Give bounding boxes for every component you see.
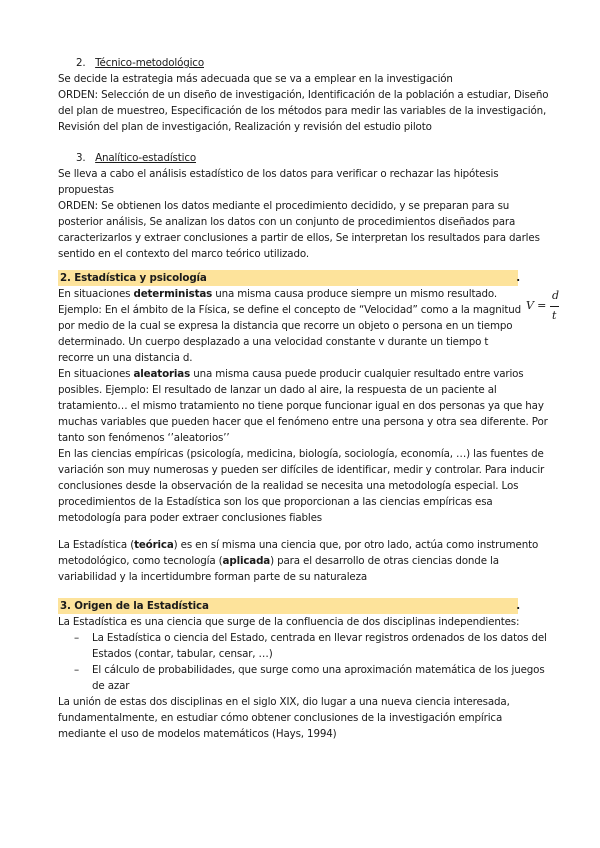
formula-numerator: d xyxy=(552,289,559,302)
formula-denominator: t xyxy=(552,309,557,322)
velocity-formula xyxy=(526,288,566,324)
text-run: una misma causa puede producir cualquier resultado entre varios posibles. Ejemplo: El resultado de lanzar un dado al aire, la respuesta de un paciente al tratamiento… el mismo tratamiento no tiene porque funcionar igual en dos personas ya que hay muchas variables que pueden hacer que el fenómeno entre una persona y otra sea diferente. Por tanto son fenómenos ‘’aleatorios’’ xyxy=(58,368,548,444)
paragraph: En las ciencias empíricas (psicología, medicina, biología, sociología, economía, …) las fuentes de variación son muy numerosas y pueden ser difíciles de identificar, medir y controlar. Para inducir conclusiones desde la observación de la realidad se necesita una metodología especial. Los procedimientos de la Estadística son los que proporcionan a las ciencias empíricas esa metodología para poder extraer conclusiones fiables xyxy=(58,448,545,524)
formula-lhs: V = xyxy=(526,299,547,312)
subsection-heading xyxy=(58,150,550,166)
list-item xyxy=(58,630,550,662)
bold-term: deterministas xyxy=(133,288,213,300)
text-run: ) es en sí misma una ciencia que, por otro lado, actúa como instrumento metodológico, como tecnología ( xyxy=(58,539,539,567)
text-run: ) para el desarrollo de otras ciencias donde la variabilidad y la incertidumbre forman parte de su naturaleza xyxy=(58,555,499,583)
bullet-list xyxy=(58,630,550,694)
subsection-title: Analítico-estadístico xyxy=(95,152,197,164)
list-item xyxy=(58,662,550,694)
bold-term: aleatorias xyxy=(133,368,191,380)
heading-dot: . xyxy=(516,600,520,612)
paragraph: Se lleva a cabo el análisis estadístico de los datos para verificar o rechazar las hipótesis propuestas xyxy=(58,168,499,196)
paragraph: ORDEN: Se obtienen los datos mediante el procedimiento decidido, y se preparan para su posterior análisis, Se analizan los datos con un conjunto de procedimientos diseñados para caracterizarlos y extraer conclusiones a partir de ellos, Se interpretan los resultados para darles sentido en el contexto del marco teórico utilizado. xyxy=(58,200,540,260)
section-tecnico-metodologico xyxy=(58,55,550,135)
paragraph: Se decide la estrategia más adecuada que se va a emplear en la investigación xyxy=(58,73,453,85)
text-run: una misma causa produce siempre un mismo resultado. Ejemplo: En el ámbito de la Física, se define el concepto de “Velocidad” como a la magnitud por medio de la cual se expresa la distancia que recorre un objeto o persona en un tiempo determinado. Un cuerpo desplazado a una velocidad constante v durante un tiempo t recorre un una distancia d. xyxy=(58,288,522,364)
list-item-text: La Estadística o ciencia del Estado, centrada en llevar registros ordenados de los datos del Estados (contar, tabular, censar, …) xyxy=(92,632,547,660)
subsection-number: 2. xyxy=(76,57,86,69)
section-origen-content xyxy=(58,614,550,742)
paragraph-aleatorias xyxy=(58,366,550,446)
heading-title: 2. Estadística y psicología xyxy=(60,272,207,284)
text-run: La Estadística ( xyxy=(58,539,135,551)
paragraph-deterministas xyxy=(58,286,524,366)
subsection-heading xyxy=(58,55,550,71)
highlighted-heading xyxy=(58,270,518,286)
paragraph: La Estadística es una ciencia que surge de la confluencia de dos disciplinas independientes: xyxy=(58,616,520,628)
paragraph: ORDEN: Selección de un diseño de investigación, Identificación de la población a estudiar, Diseño del plan de muestreo, Especificación de los métodos para medir las variables de la investigación, Revisión del plan de investigación, Realización y revisión del estudio piloto xyxy=(58,89,549,133)
heading-dot: . xyxy=(516,272,520,284)
section-heading-origen xyxy=(58,598,550,614)
bold-term: teórica xyxy=(134,539,174,551)
dash-marker: – xyxy=(74,632,79,644)
subsection-number: 3. xyxy=(76,152,86,164)
section-analitico-estadistico xyxy=(58,150,550,262)
section-heading-estadistica-psicologia xyxy=(58,270,550,286)
dash-marker: – xyxy=(74,664,79,676)
heading-title: 3. Origen de la Estadística xyxy=(60,600,209,612)
paragraph-ciencias-empiricas xyxy=(58,446,550,526)
fraction-bar xyxy=(550,306,559,307)
text-run: En situaciones xyxy=(58,368,134,380)
text-run: En situaciones xyxy=(58,288,134,300)
paragraph: La unión de estas dos disciplinas en el siglo XIX, dio lugar a una nueva ciencia interesada, fundamentalmente, en estudiar cómo obtener conclusiones de la investigación empírica mediante el uso de modelos matemáticos (Hays, 1994) xyxy=(58,696,510,740)
list-item-text: El cálculo de probabilidades, que surge como una aproximación matemática de los juegos de azar xyxy=(92,664,545,692)
paragraph-estadistica-teorica xyxy=(58,537,550,585)
highlighted-heading xyxy=(58,598,518,614)
bold-term: aplicada xyxy=(222,555,271,567)
subsection-title: Técnico-metodológico xyxy=(95,57,204,69)
